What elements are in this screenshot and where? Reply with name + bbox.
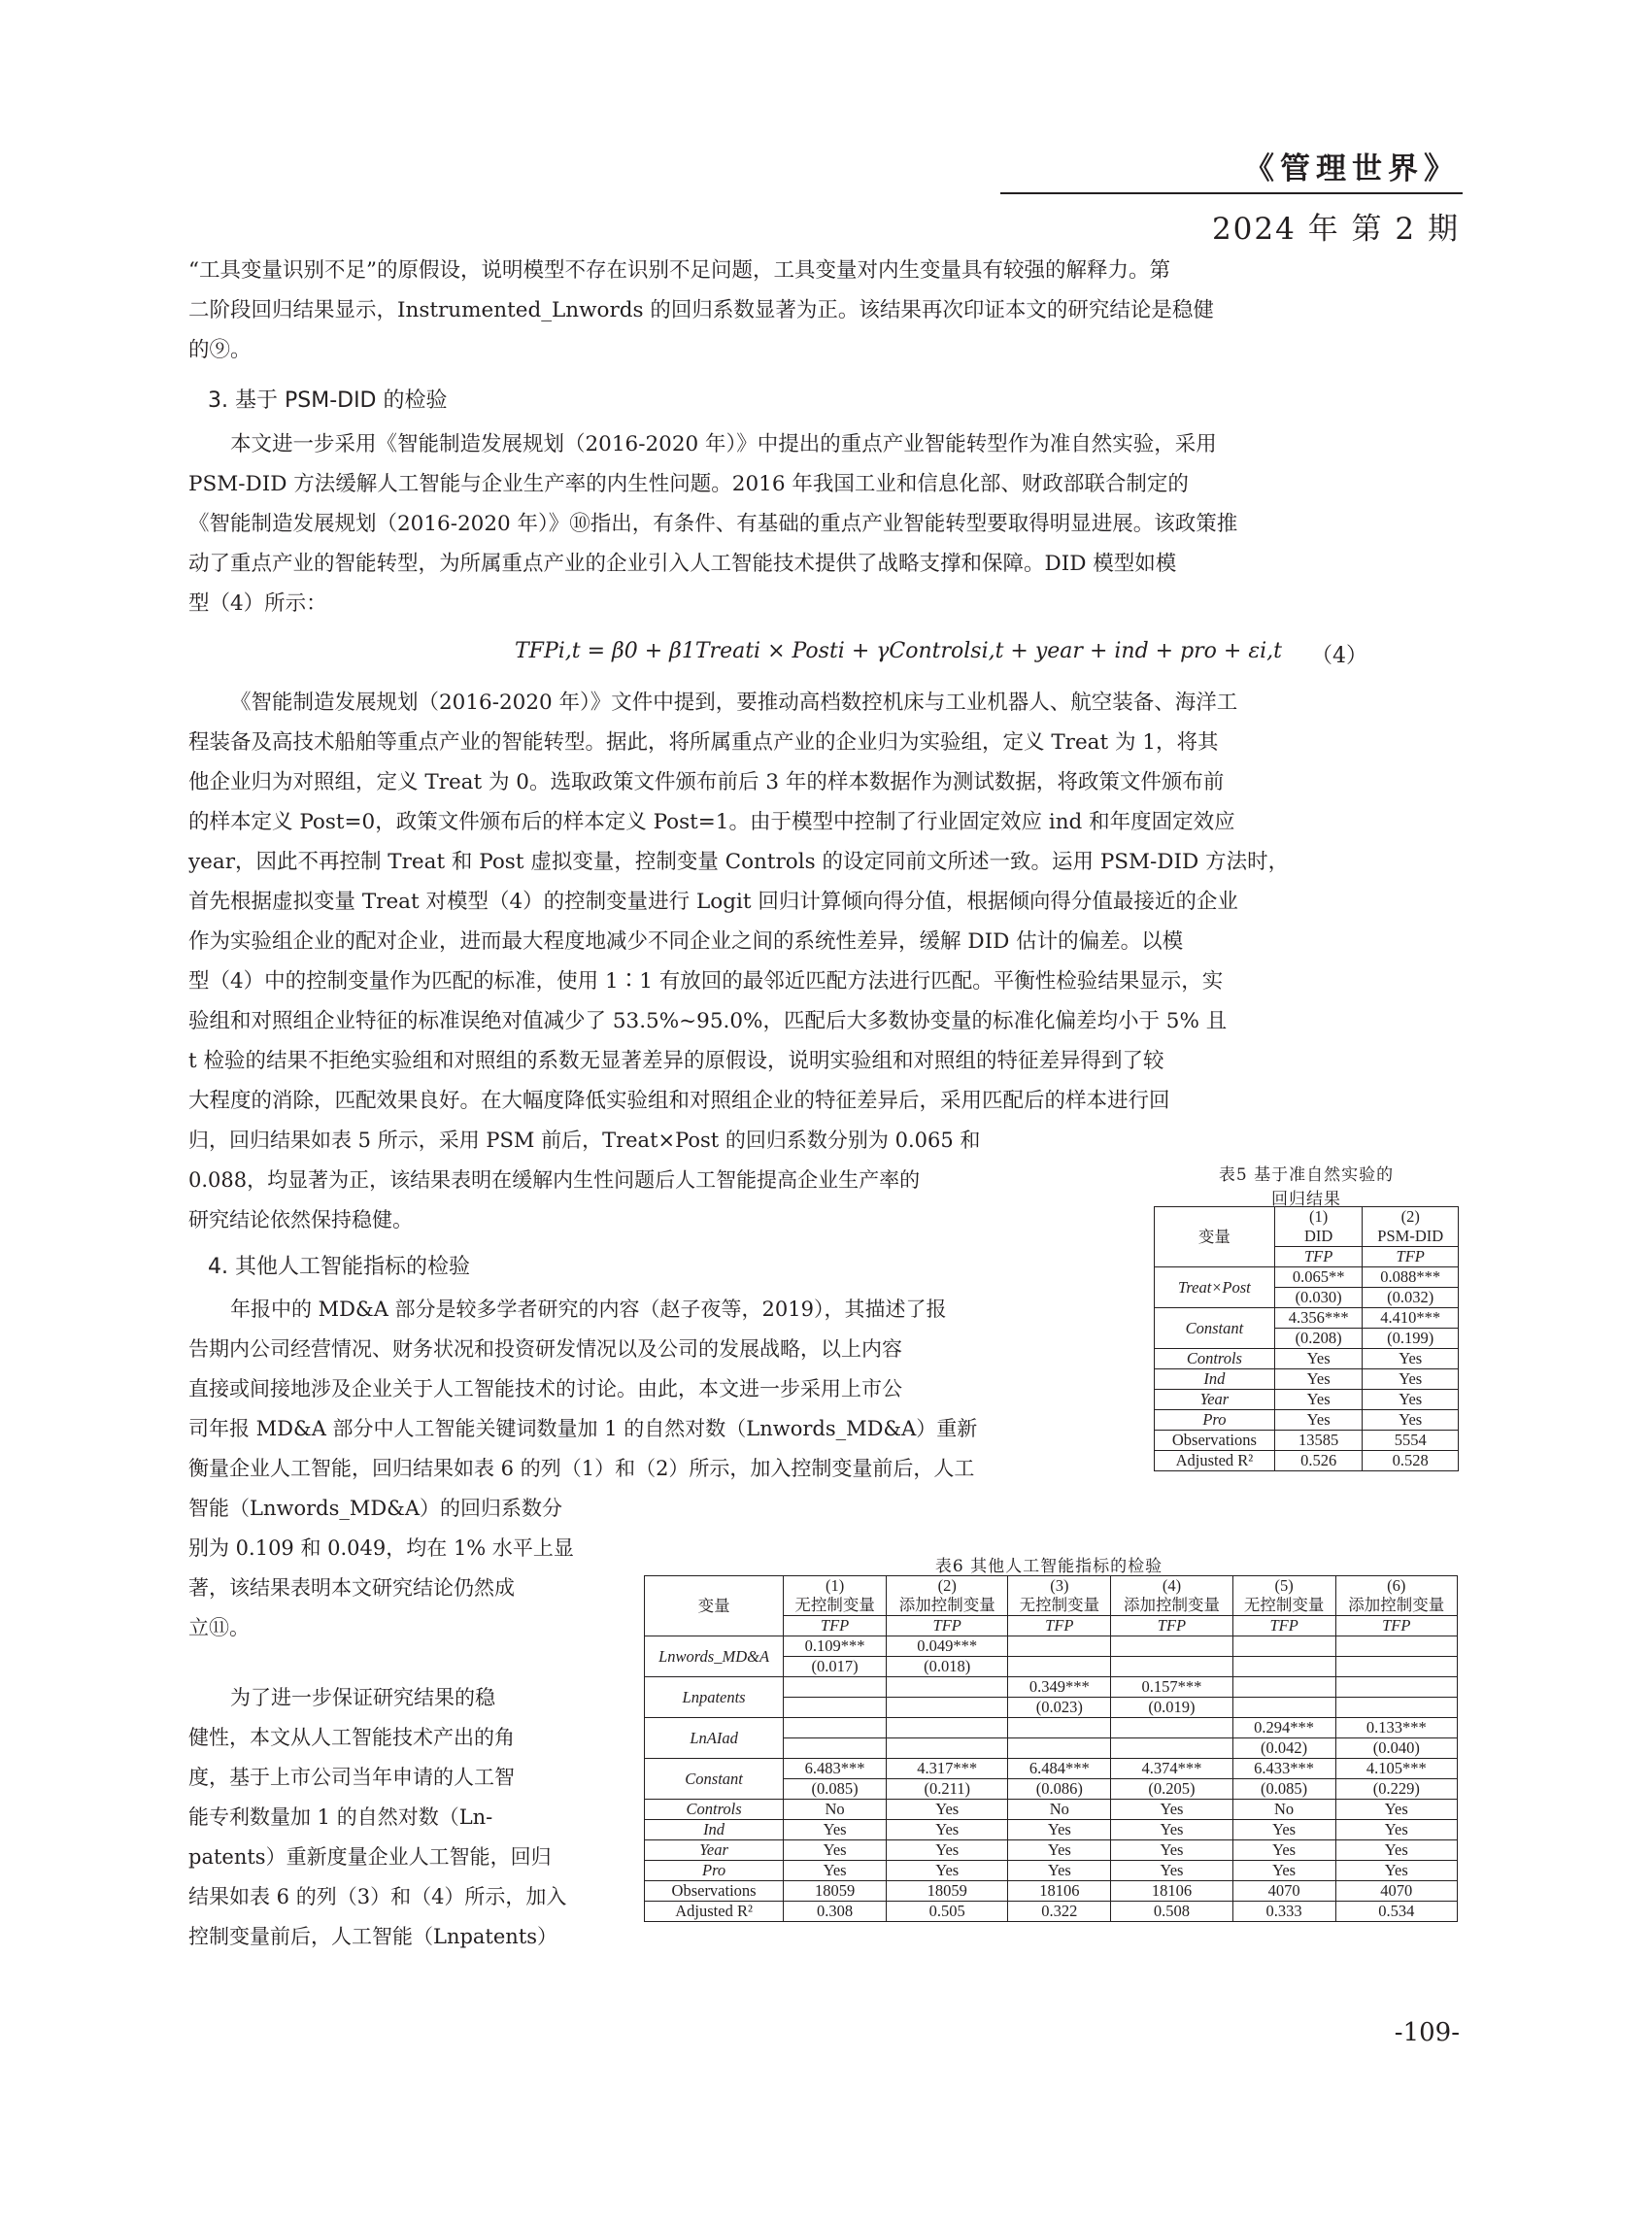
cell: Yes <box>1335 1820 1457 1840</box>
cell: Yes <box>784 1820 887 1840</box>
cell: Yes <box>887 1800 1008 1820</box>
table-row <box>645 1861 1458 1881</box>
coef-cell: 0.294*** <box>1232 1718 1335 1738</box>
text-line: patents）重新度量企业人工智能，回归 <box>188 1845 552 1869</box>
dep-var: TFP <box>887 1616 1008 1636</box>
se-cell: (0.023) <box>1008 1698 1111 1718</box>
table-6-caption: 表6 其他人工智能指标的检验 <box>934 1557 1163 1576</box>
var-header: 变量 <box>1155 1207 1275 1267</box>
table-header-row <box>645 1576 1458 1616</box>
coef-cell: 0.065** <box>1274 1267 1363 1288</box>
se-cell: (0.042) <box>1232 1738 1335 1759</box>
row-label: Constant <box>1155 1308 1275 1349</box>
coef-cell: 0.049*** <box>887 1636 1008 1657</box>
cell: Yes <box>1232 1820 1335 1840</box>
table-row <box>645 1718 1458 1738</box>
cell: Yes <box>1008 1861 1111 1881</box>
table-row <box>645 1881 1458 1902</box>
table-row <box>1155 1308 1459 1329</box>
se-cell <box>1232 1657 1335 1677</box>
table-cell: 0.528 <box>1363 1451 1459 1471</box>
table-cell: Yes <box>1363 1410 1459 1431</box>
se-cell <box>784 1738 887 1759</box>
se-cell: (0.199) <box>1363 1329 1459 1349</box>
cell: 0.505 <box>887 1902 1008 1922</box>
se-cell: (0.030) <box>1274 1288 1363 1308</box>
coef-cell <box>1232 1636 1335 1657</box>
coef-cell: 4.317*** <box>887 1759 1008 1779</box>
coef-cell: 0.088*** <box>1363 1267 1459 1288</box>
table-row <box>1155 1451 1459 1471</box>
se-cell: (0.032) <box>1363 1288 1459 1308</box>
coef-cell: 4.374*** <box>1111 1759 1232 1779</box>
se-cell <box>1111 1657 1232 1677</box>
text-line: 验组和对照组企业特征的标准误绝对值减少了 53.5%~95.0%，匹配后大多数协变量的标准化偏差均小于 5% 且 <box>188 1009 1228 1033</box>
table-row <box>645 1800 1458 1820</box>
section-3-paragraph-1 <box>188 424 1457 624</box>
table-row <box>645 1840 1458 1861</box>
cell: Yes <box>1111 1861 1232 1881</box>
column-header: (6) 添加控制变量 <box>1335 1576 1457 1616</box>
text-line: “工具变量识别不足”的原假设，说明模型不存在识别不足问题，工具变量对内生变量具有较强的解释力。第 <box>188 258 1170 283</box>
table-cell: Yes <box>1363 1390 1459 1410</box>
text-line: 程装备及高技术船舶等重点产业的智能转型。据此，将所属重点产业的企业归为实验组，定义 Treat 为 1，将其 <box>188 730 1219 755</box>
cell: Yes <box>1335 1800 1457 1820</box>
coef-cell: 0.133*** <box>1335 1718 1457 1738</box>
text-line: 二阶段回归结果显示，Instrumented_Lnwords 的回归系数显著为正。该结果再次印证本文的研究结论是稳健 <box>188 298 1214 322</box>
coef-cell: 0.349*** <box>1008 1677 1111 1698</box>
table-cell: Year <box>1155 1390 1275 1410</box>
row-label: Ind <box>645 1820 784 1840</box>
coef-cell <box>1111 1636 1232 1657</box>
coef-cell <box>1008 1718 1111 1738</box>
coef-cell <box>1232 1677 1335 1698</box>
section-4-title: 4. 其他人工智能指标的检验 <box>208 1255 470 1279</box>
text-line: year，因此不再控制 Treat 和 Post 虚拟变量，控制变量 Controls 的设定同前文所述一致。运用 PSM-DID 方法时， <box>188 850 1290 874</box>
table-5 <box>1154 1206 1459 1471</box>
text-line: 动了重点产业的智能转型，为所属重点产业的企业引入人工智能技术提供了战略支撑和保障。DID 模型如模 <box>188 552 1177 576</box>
table-header-row <box>1155 1207 1459 1247</box>
se-cell: (0.040) <box>1335 1738 1457 1759</box>
row-label: Constant <box>645 1759 784 1800</box>
se-cell <box>887 1738 1008 1759</box>
text-line: 年报中的 MD&A 部分是较多学者研究的内容（赵子夜等，2019），其描述了报 <box>230 1298 947 1321</box>
row-label: Pro <box>645 1861 784 1881</box>
coef-cell <box>1335 1636 1457 1657</box>
cell: No <box>1232 1800 1335 1820</box>
table-cell: Yes <box>1274 1390 1363 1410</box>
row-label: Treat×Post <box>1155 1267 1275 1308</box>
se-cell <box>1008 1738 1111 1759</box>
text-line: 型（4）中的控制变量作为匹配的标准，使用 1∶1 有放回的最邻近匹配方法进行匹配。平衡性检验结果显示，实 <box>188 969 1224 994</box>
section-3-title: 3. 基于 PSM-DID 的检验 <box>208 388 448 413</box>
cell: Yes <box>1111 1800 1232 1820</box>
text-line: 大程度的消除，匹配效果良好。在大幅度降低实验组和对照组企业的特征差异后，采用匹配后的样本进行回 <box>188 1089 1170 1113</box>
cell: No <box>784 1800 887 1820</box>
table-cell: 13585 <box>1274 1431 1363 1451</box>
table-cell: 0.526 <box>1274 1451 1363 1471</box>
dep-var: TFP <box>1335 1616 1457 1636</box>
text-line: 他企业归为对照组，定义 Treat 为 0。选取政策文件颁布前后 3 年的样本数据作为测试数据，将政策文件颁布前 <box>188 770 1225 794</box>
text-line: 别为 0.109 和 0.049，均在 1% 水平上显 <box>188 1536 574 1560</box>
text-line: 为了进一步保证研究结果的稳 <box>230 1686 495 1709</box>
text-line: 归，回归结果如表 5 所示，采用 PSM 前后，Treat×Post 的回归系数分别为 0.065 和 <box>188 1129 981 1152</box>
text-line: 健性，本文从人工智能技术产出的角 <box>188 1726 515 1749</box>
cell: Yes <box>784 1840 887 1861</box>
text-line: 能专利数量加 1 的自然对数（Ln- <box>188 1805 493 1829</box>
coef-cell <box>784 1718 887 1738</box>
cell: Yes <box>1232 1840 1335 1861</box>
dep-var: TFP <box>1111 1616 1232 1636</box>
table-cell: Pro <box>1155 1410 1275 1431</box>
table-row <box>645 1636 1458 1657</box>
cell: Yes <box>1008 1840 1111 1861</box>
text-line: t 检验的结果不拒绝实验组和对照组的系数无显著差异的原假设，说明实验组和对照组的特征差异得到了较 <box>188 1049 1164 1073</box>
text-line: 首先根据虚拟变量 Treat 对模型（4）的控制变量进行 Logit 回归计算倾向得分值，根据倾向得分值最接近的企业 <box>188 890 1238 914</box>
table-cell: Ind <box>1155 1369 1275 1390</box>
dep-var: TFP <box>1008 1616 1111 1636</box>
se-cell: (0.085) <box>1232 1779 1335 1800</box>
table-row <box>645 1677 1458 1698</box>
table-row <box>1155 1267 1459 1288</box>
section-3-paragraph-2 <box>188 683 1457 1121</box>
dep-var: TFP <box>1363 1247 1459 1267</box>
row-label: Observations <box>645 1881 784 1902</box>
text-line: 的⑨。 <box>188 338 252 362</box>
section-4-paragraph <box>188 1290 1140 1489</box>
cell: Yes <box>1111 1840 1232 1861</box>
cell: 18059 <box>784 1881 887 1902</box>
cell: Yes <box>1232 1861 1335 1881</box>
table-cell: Yes <box>1363 1349 1459 1369</box>
section-3-tail <box>188 1121 1140 1240</box>
se-cell <box>1232 1698 1335 1718</box>
page-number: -109- <box>1394 2018 1460 2047</box>
cell: 0.322 <box>1008 1902 1111 1922</box>
text-line: PSM-DID 方法缓解人工智能与企业生产率的内生性问题。2016 年我国工业和信息化部、财政部联合制定的 <box>188 472 1189 496</box>
cell: 0.308 <box>784 1902 887 1922</box>
table-row <box>1155 1369 1459 1390</box>
cell: 18106 <box>1008 1881 1111 1902</box>
column-header: (5) 无控制变量 <box>1232 1576 1335 1616</box>
text-line: 告期内公司经营情况、财务状况和投资研发情况以及公司的发展战略，以上内容 <box>188 1337 902 1361</box>
cell: No <box>1008 1800 1111 1820</box>
dep-var: TFP <box>1232 1616 1335 1636</box>
se-cell <box>784 1698 887 1718</box>
coef-cell <box>1008 1636 1111 1657</box>
table-cell: Yes <box>1274 1410 1363 1431</box>
row-label: Adjusted R² <box>645 1902 784 1922</box>
text-line: 作为实验组企业的配对企业，进而最大程度地减少不同企业之间的系统性差异，缓解 DID 估计的偏差。以模 <box>188 929 1184 954</box>
text-line: 著，该结果表明本文研究结论仍然成 <box>188 1576 515 1600</box>
se-cell: (0.085) <box>784 1779 887 1800</box>
coef-cell: 0.109*** <box>784 1636 887 1657</box>
cell: Yes <box>1008 1820 1111 1840</box>
se-cell: (0.229) <box>1335 1779 1457 1800</box>
se-cell <box>1335 1657 1457 1677</box>
cell: 4070 <box>1232 1881 1335 1902</box>
cell: 18106 <box>1111 1881 1232 1902</box>
table-row <box>645 1902 1458 1922</box>
text-line: 结果如表 6 的列（3）和（4）所示，加入 <box>188 1885 567 1908</box>
text-line: 智能（Lnwords_MD&A）的回归系数分 <box>188 1497 563 1520</box>
section-4-narrow-text <box>188 1489 635 1648</box>
table-cell: Yes <box>1363 1369 1459 1390</box>
coef-cell: 6.483*** <box>784 1759 887 1779</box>
table-row <box>1155 1431 1459 1451</box>
table-row <box>1155 1410 1459 1431</box>
column-header: (3) 无控制变量 <box>1008 1576 1111 1616</box>
table-row <box>645 1759 1458 1779</box>
coef-cell <box>784 1677 887 1698</box>
issue-label: 2024 年 第 2 期 <box>1211 212 1460 247</box>
se-cell <box>887 1698 1008 1718</box>
text-line: 司年报 MD&A 部分中人工智能关键词数量加 1 的自然对数（Lnwords_MD&A）重新 <box>188 1417 978 1440</box>
cell: 0.534 <box>1335 1902 1457 1922</box>
journal-title: 《管理世界》 <box>1244 152 1460 186</box>
cell: Yes <box>784 1861 887 1881</box>
text-line: 型（4）所示： <box>188 591 327 616</box>
intro-paragraph <box>188 251 1457 370</box>
cell: Yes <box>1335 1840 1457 1861</box>
text-line: 研究结论依然保持稳健。 <box>188 1208 413 1231</box>
cell: Yes <box>1111 1820 1232 1840</box>
text-line: 度，基于上市公司当年申请的人工智 <box>188 1766 515 1789</box>
table-5-caption: 表5 基于准自然实验的 回归结果 <box>1218 1165 1395 1209</box>
row-label: Lnpatents <box>645 1677 784 1718</box>
coef-cell: 6.433*** <box>1232 1759 1335 1779</box>
column-number: (1) DID <box>1274 1207 1363 1247</box>
text-line: 本文进一步采用《智能制造发展规划（2016-2020 年）》中提出的重点产业智能转型作为准自然实验，采用 <box>230 432 1217 456</box>
text-line: 《智能制造发展规划（2016-2020 年）》⑩指出，有条件、有基础的重点产业智能转型要取得明显进展。该政策推 <box>188 512 1238 536</box>
text-line: 立⑪。 <box>188 1616 250 1639</box>
coef-cell: 4.105*** <box>1335 1759 1457 1779</box>
did-formula: TFPi,t = β0 + β1Treati × Posti + γControlsi,t + year + ind + pro + εi,t <box>515 639 1283 663</box>
coef-cell: 4.410*** <box>1363 1308 1459 1329</box>
se-cell: (0.018) <box>887 1657 1008 1677</box>
text-line: 《智能制造发展规划（2016-2020 年）》文件中提到，要推动高档数控机床与工业机器人、航空装备、海洋工 <box>230 691 1238 715</box>
header-rule <box>1000 192 1463 194</box>
text-line: 0.088，均显著为正，该结果表明在缓解内生性问题后人工智能提高企业生产率的 <box>188 1168 921 1192</box>
table-cell: Controls <box>1155 1349 1275 1369</box>
se-cell: (0.205) <box>1111 1779 1232 1800</box>
se-cell <box>1335 1698 1457 1718</box>
cell: Yes <box>887 1820 1008 1840</box>
coef-cell: 0.157*** <box>1111 1677 1232 1698</box>
text-line: 直接或间接地涉及企业关于人工智能技术的讨论。由此，本文进一步采用上市公 <box>188 1377 902 1400</box>
se-cell: (0.208) <box>1274 1329 1363 1349</box>
column-header: (1) 无控制变量 <box>784 1576 887 1616</box>
table-row <box>1155 1349 1459 1369</box>
coef-cell <box>887 1718 1008 1738</box>
column-header: (2) 添加控制变量 <box>887 1576 1008 1616</box>
formula-number: （4） <box>1311 644 1367 668</box>
coef-cell: 6.484*** <box>1008 1759 1111 1779</box>
cell: Yes <box>1335 1861 1457 1881</box>
se-cell <box>1111 1738 1232 1759</box>
row-label: Year <box>645 1840 784 1861</box>
column-header: (4) 添加控制变量 <box>1111 1576 1232 1616</box>
table-cell: Yes <box>1274 1369 1363 1390</box>
var-header: 变量 <box>645 1576 784 1636</box>
dep-var: TFP <box>784 1616 887 1636</box>
coef-cell <box>887 1677 1008 1698</box>
column-number: (2) PSM-DID <box>1363 1207 1459 1247</box>
section-4-narrow-text-2 <box>188 1678 635 1957</box>
se-cell: (0.019) <box>1111 1698 1232 1718</box>
table-cell: Yes <box>1274 1349 1363 1369</box>
table-cell: Observations <box>1155 1431 1275 1451</box>
cell: Yes <box>887 1861 1008 1881</box>
table-cell: Adjusted R² <box>1155 1451 1275 1471</box>
coef-cell <box>1335 1677 1457 1698</box>
cell: 4070 <box>1335 1881 1457 1902</box>
table-6 <box>644 1575 1458 1922</box>
se-cell <box>1008 1657 1111 1677</box>
coef-cell <box>1111 1718 1232 1738</box>
se-cell: (0.086) <box>1008 1779 1111 1800</box>
text-line: 衡量企业人工智能，回归结果如表 6 的列（1）和（2）所示，加入控制变量前后，人工 <box>188 1457 975 1480</box>
se-cell: (0.211) <box>887 1779 1008 1800</box>
table-cell: 5554 <box>1363 1431 1459 1451</box>
dep-var: TFP <box>1274 1247 1363 1267</box>
row-label: Controls <box>645 1800 784 1820</box>
cell: 0.333 <box>1232 1902 1335 1922</box>
se-cell: (0.017) <box>784 1657 887 1677</box>
text-line: 的样本定义 Post=0，政策文件颁布后的样本定义 Post=1。由于模型中控制了行业固定效应 ind 和年度固定效应 <box>188 810 1235 834</box>
table-row <box>1155 1390 1459 1410</box>
cell: 18059 <box>887 1881 1008 1902</box>
row-label: Lnwords_MD&A <box>645 1636 784 1677</box>
cell: Yes <box>887 1840 1008 1861</box>
table-row <box>645 1820 1458 1840</box>
row-label: LnAIad <box>645 1718 784 1759</box>
cell: 0.508 <box>1111 1902 1232 1922</box>
text-line: 控制变量前后，人工智能（Lnpatents） <box>188 1925 558 1948</box>
coef-cell: 4.356*** <box>1274 1308 1363 1329</box>
